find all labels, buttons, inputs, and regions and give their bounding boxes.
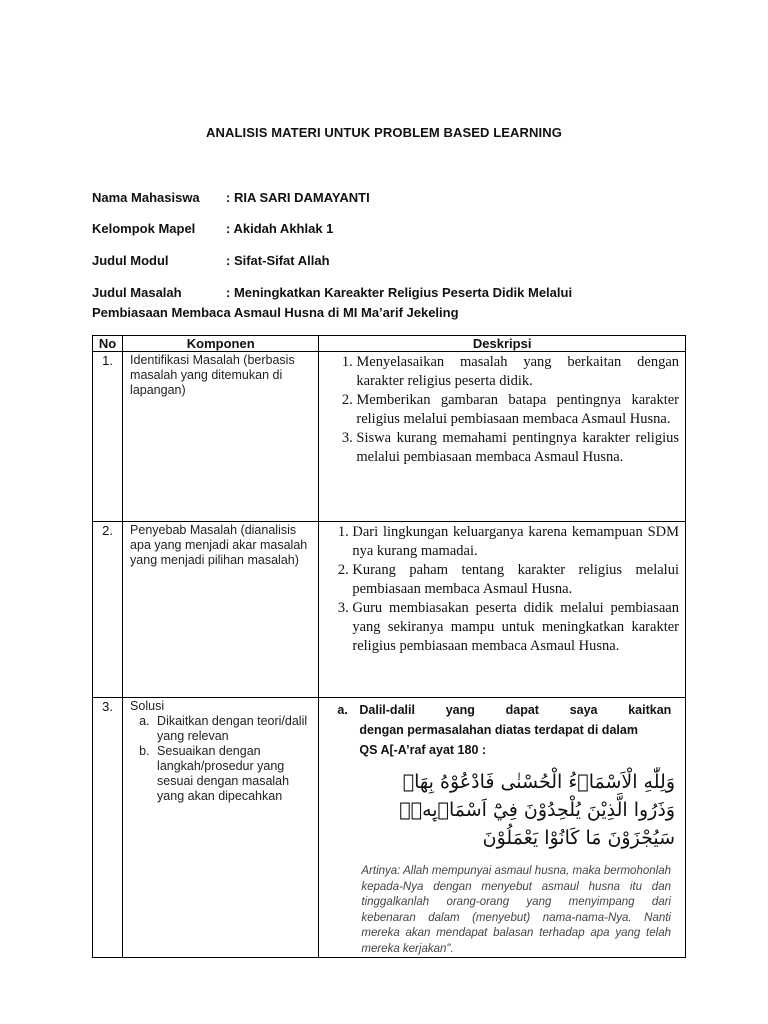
table-row <box>93 522 686 698</box>
list-item: 2. Memberikan gambaran batapa pentingnya karakter religius melalui pembiasaan membaca Asmaul Husna. <box>356 391 679 429</box>
deskripsi-list <box>323 523 679 656</box>
list-item: 1. Dari lingkungan keluarganya karena kemampuan SDM nya kurang mamadai. <box>352 523 679 561</box>
header-no: No <box>93 336 123 352</box>
row-number: 1. <box>93 352 123 522</box>
list-item: 3. Siswa kurang memahami pentingnya karakter religius melalui pembiasaan membaca Asmaul Husna. <box>356 429 679 467</box>
deskripsi-list <box>323 353 679 467</box>
document-title: ANALISIS MATERI UNTUK PROBLEM BASED LEARNING <box>206 125 562 140</box>
info-kelompok-mapel <box>92 221 333 236</box>
arabic-verse: وَلِلّٰهِ الْاَسْمَاۤءُ الْحُسْنٰى فَادْعُوْهُ بِهَاۖ وَذَرُوا الَّذِيْنَ يُلْحِدُوْنَ فِيْٓ اَسْمَاۤىِٕهٖۗ سَيُجْزَوْنَ مَا كَانُوْا يَعْمَلُوْنَ <box>399 771 675 849</box>
dalil-word: dapat <box>505 703 539 717</box>
dalil-line-1 <box>359 700 671 720</box>
table-header-row <box>93 336 686 352</box>
row-deskripsi <box>319 698 686 958</box>
solusi-label: Solusi <box>130 699 165 713</box>
dalil-word: kaitkan <box>628 703 672 717</box>
info-value: : Meningkatkan Kareakter Religius Peserta Didik Melalui <box>226 285 573 300</box>
info-label: Judul Masalah <box>92 285 182 300</box>
info-nama-mahasiswa <box>92 190 370 205</box>
table-row <box>93 352 686 522</box>
dalil-word: yang <box>445 703 475 717</box>
row-deskripsi <box>319 522 686 698</box>
list-item: a. Dikaitkan dengan teori/dalil yang relevan <box>153 714 314 744</box>
header-komponen: Komponen <box>123 336 319 352</box>
verse-translation: Artinya: Allah mempunyai asmaul husna, maka bermohonlah kepada-Nya dengan menyebut asmaul husna itu dan tinggalkanlah orang-orang yang menyimpang dari kebenaran dalam (menyebut) nama-nama-Nya. Nanti mereka akan mendapat balasan terhadap apa yang telah mereka kerjakan". <box>361 865 671 955</box>
list-item: 2. Kurang paham tentang karakter religius melalui pembiasaan membaca Asmaul Husna. <box>352 561 679 599</box>
header-deskripsi: Deskripsi <box>319 336 686 352</box>
analysis-table <box>92 335 686 958</box>
info-judul-masalah <box>92 285 572 300</box>
info-value: : Akidah Akhlak 1 <box>226 221 334 236</box>
list-item: 3. Guru membiasakan peserta didik melalui pembiasaan yang sekiranya mampu untuk meningkatkan karakter religius pembiasaan membaca Asmaul Husna. <box>352 599 679 656</box>
dalil-line-2: dengan permasalahan diatas terdapat di dalam <box>359 723 638 737</box>
row-komponen: Penyebab Masalah (dianalisis apa yang menjadi akar masalah yang menjadi pilihan masalah) <box>123 522 319 698</box>
info-label: Nama Mahasiswa <box>92 190 200 205</box>
info-value: : Sifat-Sifat Allah <box>226 253 330 268</box>
solusi-sub-list <box>130 714 314 804</box>
dalil-word: saya <box>569 703 598 717</box>
row-komponen <box>123 698 319 958</box>
list-item: b. Sesuaikan dengan langkah/prosedur yang sesuai dengan masalah yang akan dipecahkan <box>153 744 314 804</box>
row-deskripsi <box>319 352 686 522</box>
info-label: Kelompok Mapel <box>92 221 196 236</box>
dalil-line-3: QS A[-A’raf ayat 180 : <box>359 743 487 757</box>
info-label: Judul Modul <box>92 253 169 268</box>
row-komponen: Identifikasi Masalah (berbasis masalah yang ditemukan di lapangan) <box>123 352 319 522</box>
info-value: : RIA SARI DAMAYANTI <box>226 190 370 205</box>
row-number: 2. <box>93 522 123 698</box>
row-number: 3. <box>93 698 123 958</box>
info-judul-masalah-continuation: Pembiasaan Membaca Asmaul Husna di MI Ma’arif Jekeling <box>92 305 459 320</box>
table-row <box>93 698 686 958</box>
dalil-word: Dalil-dalil <box>359 703 415 717</box>
info-judul-modul <box>92 253 330 268</box>
dalil-block <box>323 700 679 760</box>
list-item: 1. Menyelasaikan masalah yang berkaitan dengan karakter religius peserta didik. <box>356 353 679 391</box>
dalil-marker: a. <box>337 703 348 717</box>
